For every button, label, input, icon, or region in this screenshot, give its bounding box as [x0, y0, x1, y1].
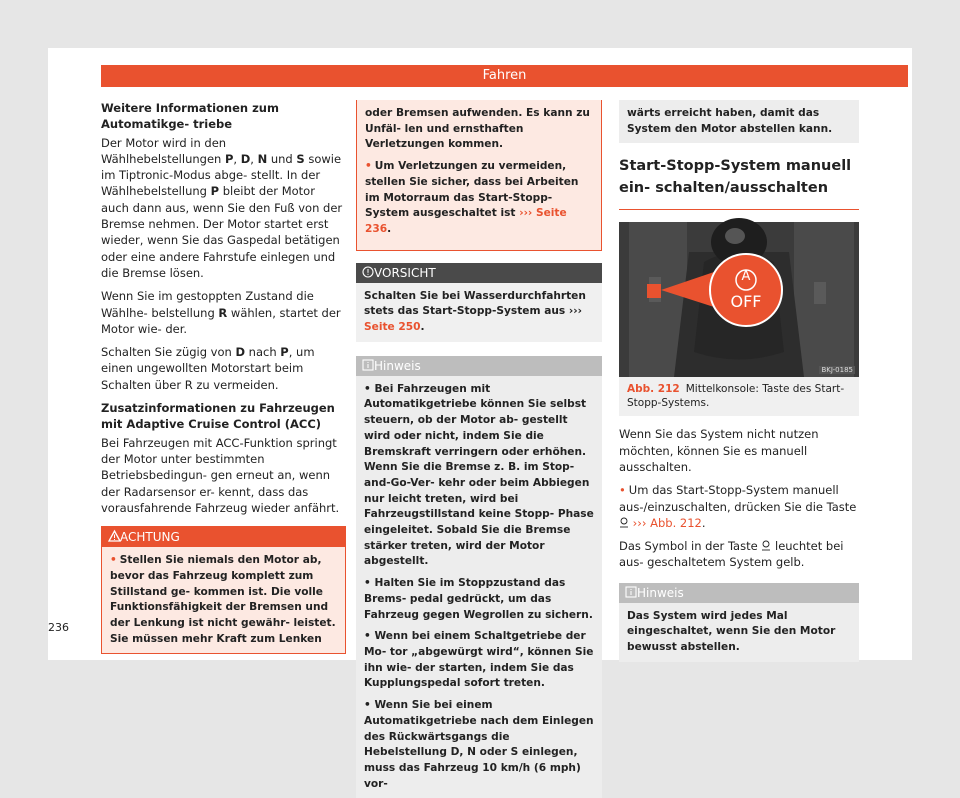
- page-number: 236: [48, 621, 69, 634]
- list-item: • Wenn Sie bei einem Automatikgetriebe nach dem Einlegen des Rückwärtsgangs die Hebelstellung D, N oder S einlegen, muss das Fahrzeug 10 km/h (6 mph) vor-: [364, 699, 594, 790]
- paragraph: Bei Fahrzeugen mit ACC-Funktion springt der Motor unter bestimmten Betriebsbedingun- gen erneut an, wenn der Radarsensor er- kennt, dass das vorausfahrende Fahrzeug wieder anfährt.: [101, 435, 340, 515]
- paragraph: Das Symbol in der Taste leuchtet bei aus- geschaltetem System gelb.: [619, 539, 844, 570]
- bullet-icon: •: [364, 382, 375, 395]
- bullet-icon: •: [364, 577, 375, 590]
- info-icon: [362, 356, 374, 376]
- note-box: [619, 583, 859, 662]
- divider: [619, 209, 859, 210]
- button-label-a: A: [741, 269, 751, 285]
- bullet-icon: •: [364, 630, 375, 643]
- note-body: [356, 376, 602, 798]
- start-stop-button-icon: [619, 516, 633, 530]
- figure-caption: Abb. 212 Mittelkonsole: Taste des Start- Stopp-Systems.: [619, 377, 859, 416]
- warning-box: [101, 526, 346, 654]
- paragraph: Schalten Sie zügig von D nach P, um einen ungewollten Motorstart beim Schalten über R zu vermeiden.: [101, 345, 315, 392]
- figure-center-console: [619, 222, 859, 377]
- list-item: • Halten Sie im Stoppzustand das Brems- pedal gedrückt, um das Fahrzeug gegen Wegrollen zu sichern.: [364, 577, 593, 621]
- bullet-icon: •: [364, 699, 375, 712]
- figure-code: BKJ-0185: [821, 366, 853, 375]
- column-3: [619, 100, 859, 662]
- column-2: [356, 100, 602, 798]
- figure-reference-link[interactable]: ››› Abb. 212: [632, 515, 702, 530]
- page-reference-link[interactable]: ››› Seite 236: [365, 207, 567, 235]
- note-header: Hinweis: [356, 356, 602, 376]
- note-body: Das System wird jedes Mal eingeschaltet, wenn Sie den Motor bewusst abstellen.: [619, 603, 859, 662]
- heading-automatic-transmission: Weitere Informationen zum Automatikge- triebe: [101, 101, 279, 132]
- paragraph: Wenn Sie das System nicht nutzen möchten, können Sie es manuell ausschalten.: [619, 427, 819, 474]
- paragraph: • Um das Start-Stopp-System manuell aus-/einzuschalten, drücken Sie die Taste ››› Abb. 212.: [619, 483, 857, 530]
- page: [48, 48, 912, 790]
- section-title: Start-Stopp-System manuell ein- schalten/ausschalten: [619, 158, 852, 197]
- note-header: Hinweis: [619, 583, 859, 603]
- paragraph: Der Motor wird in den Wählhebelstellungen P, D, N und S sowie im Tiptronic-Modus abge- stellt. In der Wählhebelstellung P bleibt der Motor auch dann aus, wenn Sie den Fuß von der Bremse nehmen. Der Motor startet erst wieder, wenn Sie das Gaspedal betätigen oder eine andere Fahrstufe einlegen und die Bremse lösen.: [101, 135, 343, 280]
- paragraph: Wenn Sie im gestoppten Zustand die Wählhe- belstellung R wählen, startet der Motor wie- der.: [101, 289, 341, 336]
- info-circle-icon: [362, 263, 374, 283]
- warning-triangle-icon: [108, 527, 121, 547]
- page-reference-link[interactable]: Seite 250: [364, 321, 421, 334]
- page-header: Fahren: [101, 65, 908, 87]
- start-stop-button-icon: [761, 539, 775, 553]
- column-1: [101, 100, 346, 654]
- caution-header: VORSICHT: [356, 263, 602, 283]
- button-label-off: OFF: [730, 292, 762, 312]
- info-icon: [625, 583, 637, 603]
- list-item: • Bei Fahrzeugen mit Automatikgetriebe können Sie selbst steuern, ob der Motor ab- gestellt wird oder nicht, indem Sie die Bremskraft verringern oder erhöhen. Wenn Sie die Bremse z. B. im Stop-and-Go-Ver- kehr oder beim Abbiegen nur leicht treten, wird bei Fahrzeugstillstand keine Stopp- Phase eingeleitet. Sobald Sie die Bremse stärker treten, wird der Motor abgestellt.: [364, 382, 594, 568]
- figure-number: Abb. 212: [627, 383, 680, 396]
- caution-box: [356, 263, 602, 342]
- bullet-icon: •: [365, 160, 372, 173]
- caution-body: Schalten Sie bei Wasserdurchfahrten stets das Start-Stopp-System aus ››› Seite 250.: [356, 283, 602, 342]
- warning-box-continued: oder Bremsen aufwenden. Es kann zu Unfäl- len und ernsthaften Verletzungen kommen. • Um Verletzungen zu vermeiden, stellen Sie sicher, dass bei Arbeiten im Motorraum das Start-Stopp-System ausgeschaltet ist ››› Seite 236.: [356, 100, 602, 251]
- warning-body: • Stellen Sie niemals den Motor ab, bevor das Fahrzeug komplett zum Stillstand ge- kommen ist. Die volle Funktionsfähigkeit der Bremsen und der Lenkung ist nicht gewähr- leistet. Sie müssen mehr Kraft zum Lenken: [102, 547, 345, 653]
- heading-acc: Zusatzinformationen zu Fahrzeugen mit Adaptive Cruise Control (ACC): [101, 401, 335, 432]
- note-box: [356, 356, 602, 798]
- bullet-icon: •: [619, 483, 626, 498]
- note-box-continued: wärts erreicht haben, damit das System den Motor abstellen kann.: [619, 100, 859, 143]
- bullet-icon: •: [110, 554, 117, 567]
- list-item: • Wenn bei einem Schaltgetriebe der Mo- tor „abgewürgt wird“, können Sie ihn wie- der starten, indem Sie das Kupplungspedal sofort treten.: [364, 630, 594, 690]
- warning-header: ACHTUNG: [102, 527, 345, 547]
